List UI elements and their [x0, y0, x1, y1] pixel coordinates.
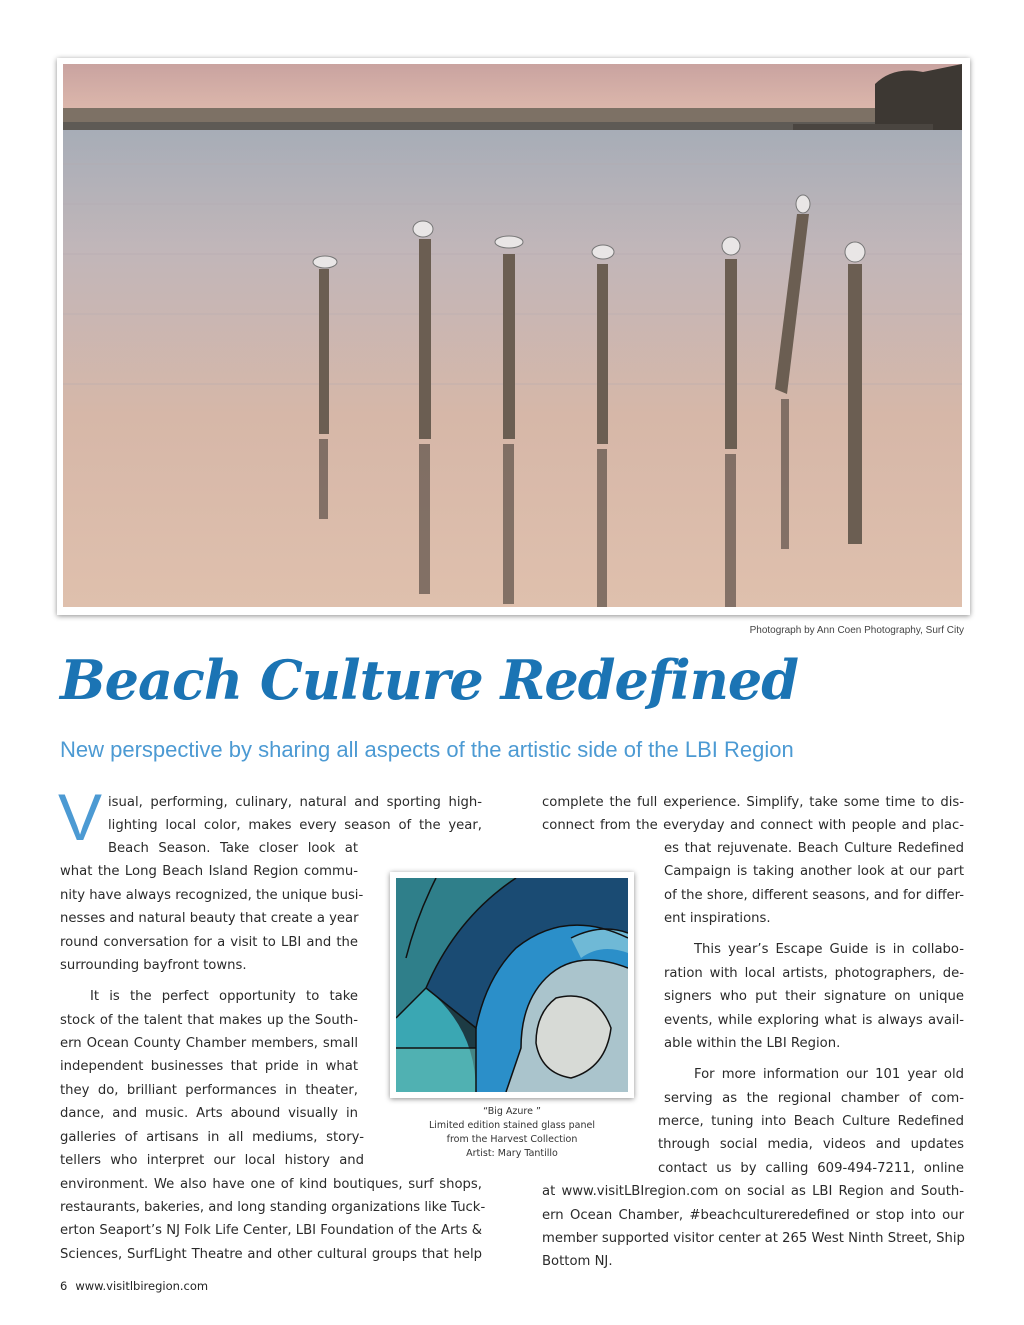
body-text-line: at www.visitLBIregion.com on social as LBI Region and South- [542, 1184, 964, 1199]
artwork-caption-title: “Big Azure ” [483, 1106, 541, 1117]
body-text-line: For more information our 101 year old [694, 1067, 964, 1082]
body-text-line: tellers who interpret our local history and [60, 1153, 364, 1168]
body-text-line: stock of the talent that makes up the South- [60, 1013, 358, 1028]
photo-credit: Photograph by Ann Coen Photography, Surf City [749, 625, 964, 636]
hero-photo-frame [57, 58, 970, 615]
page-footer [60, 1279, 208, 1293]
artwork-stained-glass-wave [396, 878, 628, 1092]
page-subtitle: New perspective by sharing all aspects of the artistic side of the LBI Region [60, 737, 794, 762]
body-text-line: This year’s Escape Guide is in collabo- [694, 942, 964, 957]
artwork-frame [390, 872, 634, 1098]
artwork-caption-artist: Artist: Mary Tantillo [466, 1148, 558, 1159]
body-text-line: environment. We also have one of kind boutiques, surf shops, [60, 1177, 482, 1192]
body-text-line: Bottom NJ. [542, 1254, 613, 1269]
hero-photo-seagulls-on-pilings [63, 64, 962, 607]
body-text-line: through social media, videos and updates [658, 1137, 964, 1152]
body-text-line: ern Ocean County Chamber members, small [60, 1036, 358, 1051]
body-text-line: serving as the regional chamber of com- [664, 1091, 964, 1106]
body-text-line: ern Ocean Chamber, #beachcultureredefined or stop into our [542, 1208, 964, 1223]
body-text-line: nesses and natural beauty that create a year [60, 911, 359, 926]
artwork-caption-line: from the Harvest Collection [446, 1134, 578, 1145]
body-text-line: Sciences, SurfLight Theatre and other cultural groups that help [60, 1247, 482, 1262]
footer-url: www.visitlbiregion.com [75, 1279, 209, 1293]
body-text-line: ration with local artists, photographers, de- [664, 966, 964, 981]
body-text-line: galleries of artisans in all mediums, story- [60, 1130, 364, 1145]
page-title: Beach Culture Redefined [60, 648, 798, 712]
body-text-line: connect from the everyday and connect with people and plac- [542, 818, 964, 833]
body-text-line: member supported visitor center at 265 West Ninth Street, Ship [542, 1231, 965, 1246]
body-text-line: surrounding bayfront towns. [60, 958, 247, 973]
body-text-line: Campaign is taking another look at our part [664, 864, 964, 879]
body-text-line: ent inspirations. [664, 911, 771, 926]
body-text-line: isual, performing, culinary, natural and sporting high- [108, 795, 482, 810]
body-text-line: contact us by calling 609-494-7211, online [658, 1161, 964, 1176]
body-text-line: nity have always recognized, the unique busi- [60, 888, 364, 903]
body-text-line: es that rejuvenate. Beach Culture Redefined [664, 841, 964, 856]
drop-cap: V [58, 780, 103, 854]
body-text-line: they do, brilliant performances in theater, [60, 1083, 358, 1098]
body-text-line: of the shore, different seasons, and for differ- [664, 888, 964, 903]
body-text-line: merce, tuning into Beach Culture Redefined [658, 1114, 964, 1129]
body-text-line: signers who put their signature on unique [664, 989, 964, 1004]
body-text-line: lighting local color, makes every season of the year, [108, 818, 482, 833]
body-text-line: round conversation for a visit to LBI and the [60, 935, 358, 950]
body-text-line: events, while exploring what is always avail- [664, 1013, 964, 1028]
body-text-line: what the Long Beach Island Region commu- [60, 864, 358, 879]
artwork-caption-line: Limited edition stained glass panel [429, 1120, 595, 1131]
body-text-line: dance, and music. Arts abound visually in [60, 1106, 358, 1121]
body-text-line: Beach Season. Take closer look at [108, 841, 358, 856]
body-text-line: independent businesses that pride in what [60, 1059, 358, 1074]
body-text-line: able within the LBI Region. [664, 1036, 841, 1051]
body-text-line: erton Seaport’s NJ Folk Life Center, LBI Foundation of the Arts & [60, 1223, 482, 1238]
body-text-line: restaurants, bakeries, and long standing organizations like Tuck- [60, 1200, 486, 1215]
body-text-line: It is the perfect opportunity to take [90, 989, 358, 1004]
body-text-line: complete the full experience. Simplify, take some time to dis- [542, 795, 964, 810]
page-number: 6 [60, 1279, 68, 1293]
